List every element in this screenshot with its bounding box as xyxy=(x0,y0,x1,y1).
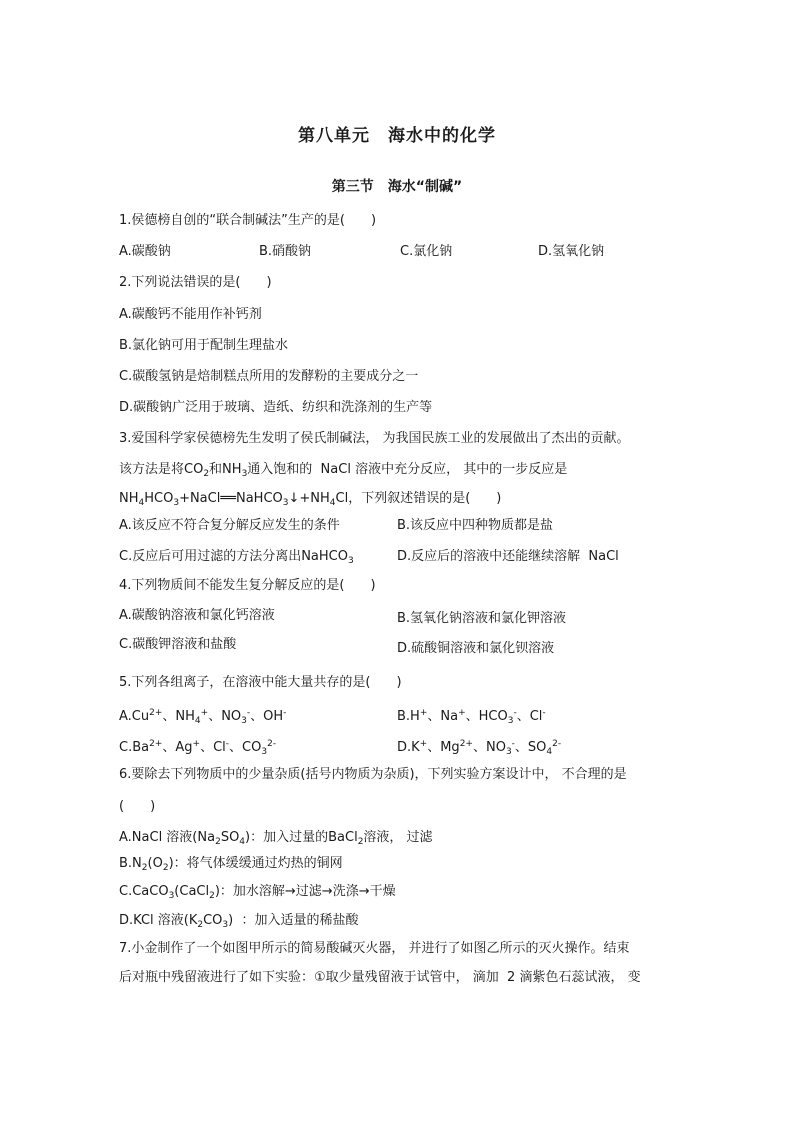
question-7-line-2: 后对瓶中残留液进行了如下实验：①取少量残留液于试管中， 滴加 2 滴紫色石蕊试液， 变 xyxy=(119,970,641,985)
q5-option-a: $A.Cu^{2+}$、$NH_4^+$、$NO_3^-$、OH- xyxy=(119,708,287,726)
question-1-stem: 1.侯德榜自创的“联合制碱法”生产的是( ) xyxy=(119,213,377,228)
q5-option-b: B.H+、Na+、$HCO_3^-$、Cl- xyxy=(397,708,546,726)
q4-option-b: B.氢氧化钠溶液和氯化钾溶液 xyxy=(397,611,567,626)
question-7-line-1: 7.小金制作了一个如图甲所示的简易酸碱灭火器， 并进行了如图乙所示的灭火操作。结束 xyxy=(119,941,630,956)
q4-option-c: C.碳酸钾溶液和盐酸 xyxy=(119,637,237,652)
q3-option-b: B.该反应中四种物质都是盐 xyxy=(397,518,554,533)
q2-option-a: A.碳酸钙不能用作补钙剂 xyxy=(119,307,262,322)
q1-option-a: A.碳酸钠 xyxy=(119,244,171,259)
q6-option-c: C.CaCO$_3$(CaCl$_2$)：加水溶解→过滤→洗涤→干燥 xyxy=(119,884,396,901)
section-title: 第三节 海水“制碱” xyxy=(331,179,463,195)
q4-option-a: A.碳酸钠溶液和氯化钙溶液 xyxy=(119,608,275,623)
page-title: 第八单元 海水中的化学 xyxy=(298,126,496,146)
question-2-stem: 2.下列说法错误的是( ) xyxy=(119,275,272,290)
q1-option-c: C.氯化钠 xyxy=(400,244,453,259)
q2-option-c: C.碳酸氢钠是焙制糕点所用的发酵粉的主要成分之一 xyxy=(119,369,419,384)
q2-option-d: D.碳酸钠广泛用于玻璃、造纸、纺织和洗涤剂的生产等 xyxy=(119,400,433,415)
question-3-line-2: 该方法是将$CO_2$和$NH_3$通入饱和的 NaCl 溶液中充分反应， 其中的一步反应是 xyxy=(119,462,568,479)
q3-option-a: A.该反应不符合复分解反应发生的条件 xyxy=(119,518,340,533)
q6-option-d: D.KCl 溶液$(K_2CO_3)$ ：加入适量的稀盐酸 xyxy=(119,913,359,930)
q1-option-d: D.氢氧化钠 xyxy=(538,244,605,259)
q2-option-b: B.氯化钠可用于配制生理盐水 xyxy=(119,338,289,353)
question-5-stem: 5.下列各组离子，在溶液中能大量共存的是( ) xyxy=(119,675,402,690)
q1-option-b: B.硝酸钠 xyxy=(259,244,312,259)
question-3-equation: $NH_4HCO_3+NaCl══NaHCO_3↓+NH_4Cl$，下列叙述错误的是( ) xyxy=(119,491,502,508)
q6-option-a: A.NaCl 溶液$(Na_2SO_4)$：加入过量的BaCl$_2$溶液， 过滤 xyxy=(119,830,433,847)
question-3-line-1: 3.爱国科学家侯德榜先生发明了侯氏制碱法， 为我国民族工业的发展做出了杰出的贡献。 xyxy=(119,431,630,446)
q5-option-c: $C.Ba^{2+}$、Ag+、Cl-、$CO_3^{2-}$ xyxy=(119,739,277,757)
q6-option-b: $B.N_2(O_2)$：将气体缓缓通过灼热的铜网 xyxy=(119,856,343,873)
q5-option-d: D.K+、$Mg^{2+}$、$NO_3^-$、$SO_4^{2-}$ xyxy=(397,739,562,757)
q3-option-d: D.反应后的溶液中还能继续溶解 NaCl xyxy=(397,549,619,564)
question-4-stem: 4.下列物质间不能发生复分解反应的是( ) xyxy=(119,578,376,593)
question-6-line-2: ( ) xyxy=(119,799,156,814)
q4-option-d: D.硫酸铜溶液和氯化钡溶液 xyxy=(397,641,555,656)
question-6-line-1: 6.要除去下列物质中的少量杂质(括号内物质为杂质)，下列实验方案设计中， 不合理的是 xyxy=(119,767,627,782)
q3-option-c: C.反应后可用过滤的方法分离出NaHCO$_3$ xyxy=(119,549,354,566)
